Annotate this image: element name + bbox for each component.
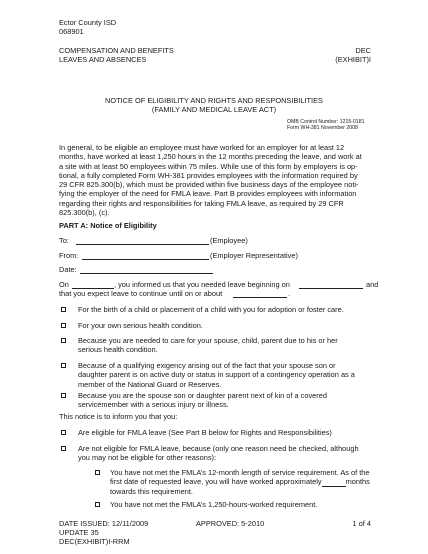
not-eligible-line: you may not be eligible for other reasons): xyxy=(78,453,217,463)
reason-line: daughter parent is on active duty or status in support of a contingency operation as a xyxy=(78,370,355,380)
eligible-checkbox[interactable] xyxy=(61,430,66,435)
service-line: first date of requested leave, you will have worked approximately xyxy=(110,477,322,487)
reason-text xyxy=(78,305,344,314)
and-text: and xyxy=(366,280,379,289)
reason-line: member of the National Guard or Reserves. xyxy=(78,379,222,389)
employer-rep-field[interactable] xyxy=(82,259,209,260)
reason-line: For your own serious health condition. xyxy=(78,321,203,330)
reason-text xyxy=(78,336,338,355)
length-of-service-text xyxy=(110,468,370,496)
policy-exhibit: (EXHIBIT)I xyxy=(335,55,371,64)
intro-line: regarding their rights and responsibilities for taking FMLA leave, as required by 29 CFR xyxy=(59,198,344,208)
date-field[interactable] xyxy=(80,273,213,274)
intro-line: tional, a fully completed Form WH-381 provides employees with the information required by xyxy=(59,170,358,180)
date-issued: DATE ISSUED: 12/11/2009 xyxy=(59,519,149,528)
service-line: towards this requirement. xyxy=(110,486,193,496)
on-text: On xyxy=(59,280,69,289)
from-label: From: xyxy=(59,251,79,260)
reason-checkbox[interactable] xyxy=(61,338,66,343)
district-name: Ector County ISD xyxy=(59,18,117,27)
to-label: To: xyxy=(59,236,69,245)
reason-line: For the birth of a child or placement of a child with you for adoption or foster care. xyxy=(78,305,344,314)
months-worked-field[interactable] xyxy=(322,478,346,487)
not-eligible-text xyxy=(78,444,359,463)
reason-text xyxy=(78,391,327,410)
reason-checkbox[interactable] xyxy=(61,323,66,328)
part-a-heading: PART A: Notice of Eligibility xyxy=(59,221,157,230)
reason-line: servicemember with a serious injury or illness. xyxy=(78,400,229,410)
intro-line: In general, to be eligible an employee must have worked for an employer for at least 12 xyxy=(59,143,345,152)
section-title: COMPENSATION AND BENEFITS xyxy=(59,46,174,55)
reason-line: Because you are the spouse son or daughter parent next of kin of a covered xyxy=(78,391,327,400)
form-number: Form WH-381 November 2008 xyxy=(287,125,358,131)
omb-control-number: OMB Control Number: 1215-0181 xyxy=(287,119,365,125)
reason-checkbox[interactable] xyxy=(61,363,66,368)
notice-subtitle: (FAMILY AND MEDICAL LEAVE ACT) xyxy=(151,105,277,114)
to-suffix: (Employee) xyxy=(210,236,248,245)
hours-worked-checkbox[interactable] xyxy=(95,502,100,507)
intro-line: a site with at least 50 employees within 75 miles. While use of this form by employers is op- xyxy=(59,161,358,171)
not-eligible-checkbox[interactable] xyxy=(61,446,66,451)
intro-line: 825.300(b), (c). xyxy=(59,208,110,218)
service-line: You have not met the FMLA’s 12-month length of service requirement. As of the xyxy=(110,468,370,477)
employee-name-field[interactable] xyxy=(76,244,209,245)
approved-date: APPROVED: 5-2010 xyxy=(196,519,265,528)
reason-checkbox[interactable] xyxy=(61,393,66,398)
document-code: DEC(EXHIBIT)I-RRM xyxy=(59,537,130,546)
page-number: 1 of 4 xyxy=(352,519,371,528)
inform-text: This notice is to inform you that you: xyxy=(59,412,178,421)
reason-line: serious health condition. xyxy=(78,345,158,355)
leave-begin-date-field[interactable] xyxy=(299,288,363,289)
leave-until-period: . xyxy=(288,289,291,298)
subsection-title: LEAVES AND ABSENCES xyxy=(59,55,147,64)
reason-text xyxy=(78,321,203,330)
months-label: months xyxy=(345,477,370,487)
intro-line: months, have worked at least 1,250 hours in the 12 months preceding the leave, and work at xyxy=(59,152,362,162)
eligible-text: Are eligible for FMLA leave (See Part B below for Rights and Responsibilities) xyxy=(78,428,332,437)
intro-line: fying the employer of the need for FMLA leave. Part B provides employees with information xyxy=(59,189,357,199)
from-suffix: (Employer Representative) xyxy=(210,251,298,260)
update-number: UPDATE 35 xyxy=(59,528,99,537)
date-label: Date: xyxy=(59,265,77,274)
intro-paragraph xyxy=(59,143,362,217)
reason-line: Because you are needed to care for your spouse, child, parent due to his or her xyxy=(78,336,338,345)
notice-title: NOTICE OF ELIGIBILITY AND RIGHTS AND RESPONSIBILITIES xyxy=(105,96,323,105)
policy-code: DEC xyxy=(355,46,371,55)
length-of-service-checkbox[interactable] xyxy=(95,470,100,475)
hours-worked-text: You have not met the FMLA’s 1,250-hours-worked requirement. xyxy=(110,500,318,509)
not-eligible-line: Are not eligible for FMLA leave, because (only one reason need be checked, although xyxy=(78,444,359,453)
leave-begin-text: , you informed us that you needed leave beginning on xyxy=(114,280,290,289)
reason-line: Because of a qualifying exigency arising out of the fact that your spouse son or xyxy=(78,361,336,370)
reason-checkbox[interactable] xyxy=(61,307,66,312)
reason-text xyxy=(78,361,355,389)
leave-end-date-field[interactable] xyxy=(233,297,287,298)
district-code: 068901 xyxy=(59,27,84,36)
leave-until-text: that you expect leave to continue until on or about xyxy=(59,289,223,298)
intro-line: 29 CFR 825.300(b), which must be provided within five business days of the employee noti- xyxy=(59,180,359,190)
